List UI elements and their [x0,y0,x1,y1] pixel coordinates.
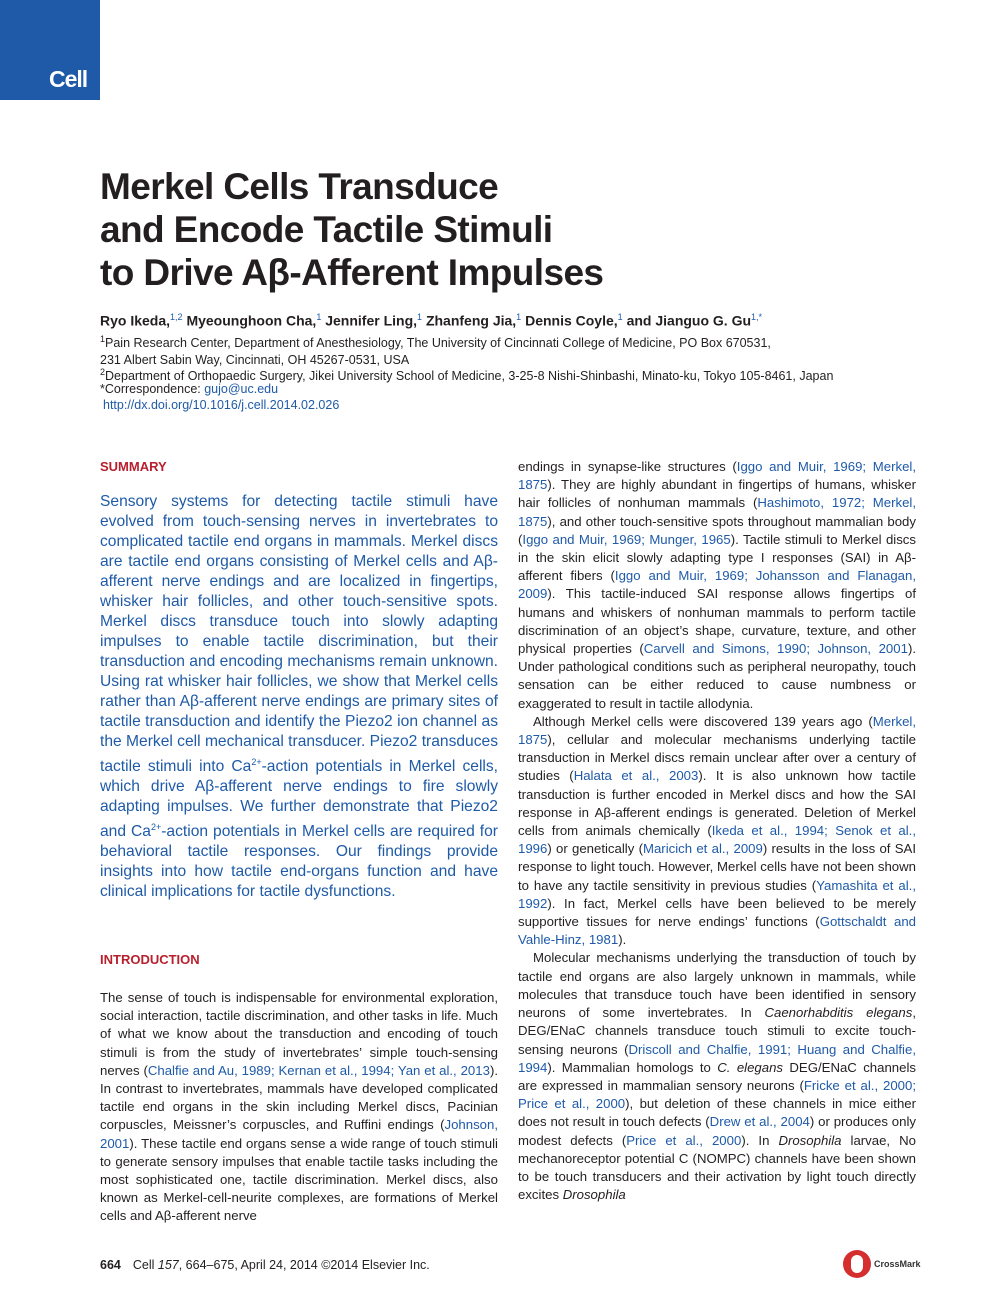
author-name: Jennifer Ling, [325,312,418,329]
citation-link[interactable]: Iggo and Muir, 1969; Merkel, 1875 [518,459,916,493]
page-footer: 664 Cell 157, 664–675, April 24, 2014 ©2014 Elsevier Inc. [100,1258,430,1272]
author-affiliation-mark: 1 [417,312,423,322]
citation-link[interactable]: Gottschaldt and Vahle-Hinz, 1981 [518,914,916,948]
author-affiliation-mark: 1 [516,312,522,322]
author-affiliation-mark: 1,2 [170,312,183,322]
author-name: Dennis Coyle, [525,312,618,329]
affiliation-2: $^2$Department of Orthopaedic Surgery, Jikei University School of Medicine, 3-25-8 Nishi-Shinbashi, Minato-ku, Tokyo 105-8461, Japan [100,367,834,384]
correspondence-email-link[interactable]: gujo@uc.edu [204,382,279,396]
author-name: Zhanfeng Jia, [425,312,517,329]
citation-link[interactable]: Fricke et al., 2000; Price et al., 2000 [518,1077,917,1112]
title-line-3: to Drive Aβ-Afferent Impulses [100,252,604,293]
citation-link[interactable]: Iggo and Muir, 1969; Johansson and Flanagan, 2009 [518,568,916,602]
affiliation-1: $^1$Pain Research Center, Department of Anesthesiology, The University of Cincinnati College of Medicine, PO Box 670531, 231 Albert Sabin Way, Cincinnati, OH 45267-0531, USA [100,334,771,368]
citation-link[interactable]: Halata et al., 2003 [573,768,699,784]
article-title [100,165,860,294]
summary-text: Sensory systems for detecting tactile stimuli have evolved from touch-sensing nerves in invertebrates to complicated tactile end organs in mammals. Merkel discs are tactile end organs consisting of Merkel cells and Aβ-afferent nerve endings and are localized in fingertips, whisker hair follicles, and other touch-sensitive spots. Merkel discs transduce touch into slowly adapting impulses to enable tactile discrimination, but their transduction and encoding mechanisms remain unknown. Using rat whisker hair follicles, we show that Merkel cells rather than Aβ-afferent nerve endings are primary sites of tactile transduction and identify the Piezo2 ion channel as the Merkel cell mechanical transducer. Piezo2 transduces tactile stimuli into $Ca^{2+}$-action potentials in Merkel cells, which drive Aβ-afferent nerve endings to fire slowly adapting impulses. We further demonstrate that Piezo2 and $Ca^{2+}$-action potentials in Merkel cells are required for behavioral tactile responses. Our findings provide insights into how tactile end-organs function and have clinical implications for tactile dysfunctions. [100,493,498,901]
author-affiliation-mark: 1 [316,312,322,322]
citation-link[interactable]: Iggo and Muir, 1969; Munger, 1965 [522,531,731,547]
introduction-heading: INTRODUCTION [100,952,200,967]
paragraph: Molecular mechanisms underlying the transduction of touch by tactile end organs are also largely unknown in mammals, while molecules that transduce touch have been identified in sensory neurons of some invertebrates. In Caenorhabditis elegans, DEG/ENaC channels transduce touch stimuli to excite touch-sensing neurons (Driscoll and Chalfie, 1991; Huang and Chalfie, 1994). Mammalian homologs to C. elegans DEG/ENaC channels are expressed in mammalian sensory neurons (Fricke et al., 2000; Price et al., 2000), but deletion of these channels in mice either does not result in touch defects (Drew et al., 2004) or produces only modest defects (Price et al., 2000). In Drosophila larvae, No mechanoreceptor potential C (NOMPC) channels have been shown to be touch transducers and their activation by light touch directly excites Drosophila [518,950,917,1203]
citation-link[interactable]: Merkel, 1875 [518,713,916,748]
author-affiliation-mark: 1,* [751,312,763,322]
title-line-2: and Encode Tactile Stimuli [100,209,553,250]
page-number: 664 [100,1258,121,1272]
author-affiliation-mark: 1 [617,312,623,322]
crossmark-label: CrossMark [874,1259,921,1269]
paragraph: Although Merkel cells were discovered 139 years ago (Merkel, 1875), cellular and molecular mechanisms underlying tactile transduction in Merkel discs remain unclear after over a century of studies (Halata et al., 2003). It is also unknown how tactile transduction is further encoded in Merkel discs and how the SAI response in Aβ-afferent endings is generated. Deletion of Merkel cells from animals chemically (Ikeda et al., 1994; Senok et al., 1996) or genetically (Maricich et al., 2009) results in the loss of SAI response to light touch. However, Merkel cells have not been shown to have any tactile sensitivity in previous studies (Yamashita et al., 1992). In fact, Merkel cells have been believed to be merely supportive tissues for nerve endings’ functions (Gottschaldt and Vahle-Hinz, 1981). [518,713,916,948]
author-list [100,312,920,329]
doi-link[interactable]: http://dx.doi.org/10.1016/j.cell.2014.02.026 [103,398,340,412]
intro-right-column [518,458,916,1204]
citation-link[interactable]: Price et al., 2000 [626,1132,742,1148]
citation-link[interactable]: Johnson, 2001 [100,1117,498,1151]
correspondence: *Correspondence: gujo@uc.edu [100,382,279,396]
intro-left-column [100,989,498,1226]
citation-link[interactable]: Drew et al., 2004 [709,1114,810,1130]
citation-link[interactable]: Driscoll and Chalfie, 1991; Huang and Chalfie, 1994 [518,1041,916,1075]
paragraph: endings in synapse-like structures (Iggo and Muir, 1969; Merkel, 1875). They are highly abundant in fingertips of humans, whisker hair follicles of nonhuman mammals (Hashimoto, 1972; Merkel, 1875), and other touch-sensitive spots throughout mammalian body (Iggo and Muir, 1969; Munger, 1965). Tactile stimuli to Merkel discs in the skin elicit slowly adapting type I responses (SAI) in Aβ-afferent fibers (Iggo and Muir, 1969; Johansson and Flanagan, 2009). This tactile-induced SAI response allows fingertips of humans and whiskers of nonhuman mammals to perform tactile discrimination of an object’s shape, curvature, texture, and other physical properties (Carvell and Simons, 1990; Johnson, 2001). Under pathological conditions such as peripheral neuropathy, touch sensation can be either reduced to cause numbness or exaggerated to result in tactile allodynia. [518,459,917,711]
journal-logo-text: Cell [49,66,88,92]
journal-badge [0,0,100,100]
citation-link[interactable]: Carvell and Simons, 1990; Johnson, 2001 [643,641,908,657]
citation-link[interactable]: Ikeda et al., 1994; Senok et al., 1996 [518,823,916,857]
author-name: Ryo Ikeda, [100,312,171,329]
citation-link[interactable]: Chalfie and Au, 1989; Kernan et al., 1994; Yan et al., 2013 [147,1062,490,1078]
author-name: Myeounghoon Cha, [186,312,317,329]
crossmark-badge[interactable] [843,1250,963,1280]
citation-link[interactable]: Hashimoto, 1972; Merkel, 1875 [518,495,916,529]
paragraph: The sense of touch is indispensable for environmental exploration, social interaction, tactile discrimination, and other tasks in life. Much of what we know about the transduction and encoding of touch stimuli is from the study of invertebrates’ simple touch-sensing nerves (Chalfie and Au, 1989; Kernan et al., 1994; Yan et al., 2013). In contrast to invertebrates, mammals have developed complicated tactile end organs in the skin including Merkel discs, Pacinian corpuscles, Meissner’s corpuscles, and Ruffini endings (Johnson, 2001). These tactile end organs sense a wide range of touch stimuli to generate sensory impulses that enable tactile tasks including the most sophisticated one, tactile discrimination. Merkel discs, also known as Merkel-cell-neurite complexes, are formations of Merkel cells and Aβ-afferent nerve [100,990,498,1224]
author-name: and Jianguo G. Gu [626,312,752,329]
title-line-1: Merkel Cells Transduce [100,166,499,207]
citation-link[interactable]: Yamashita et al., 1992 [518,877,916,911]
summary-heading: SUMMARY [100,459,167,474]
citation-link[interactable]: Maricich et al., 2009 [642,841,763,857]
crossmark-icon [843,1250,871,1278]
